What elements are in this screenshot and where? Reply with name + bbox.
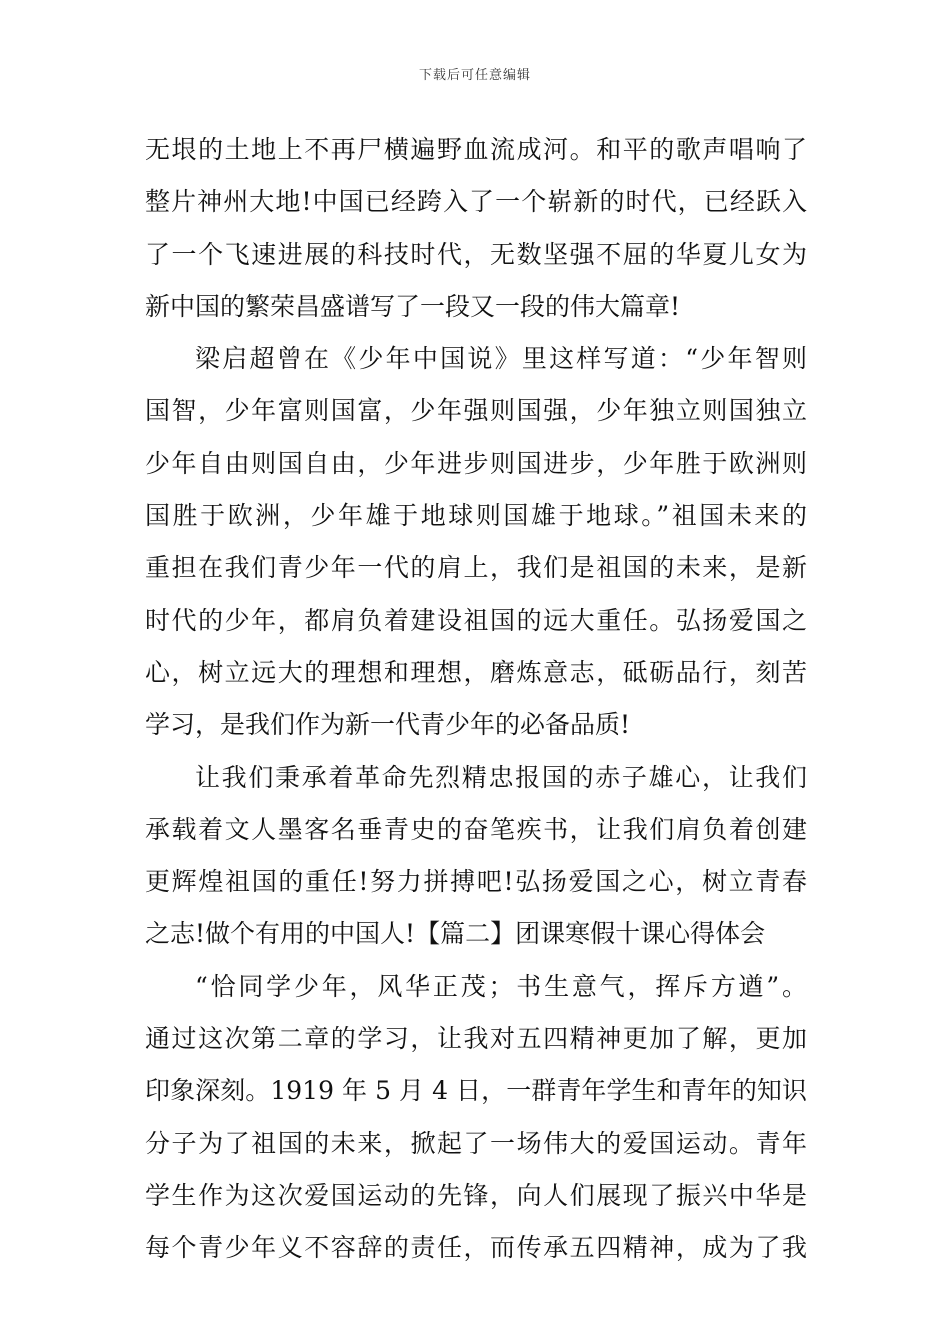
text-line: 之志!做个有用的中国人!【篇二】团课寒假十课心得体会 bbox=[145, 919, 766, 949]
text-line: 心，树立远大的理想和理想，磨炼意志，砥砺品行，刻苦 bbox=[145, 657, 807, 687]
text-line: 时代的少年，都肩负着建设祖国的远大重任。弘扬爱国之 bbox=[145, 605, 807, 635]
text-line: 学生作为这次爱国运动的先锋，向人们展现了振兴中华是 bbox=[145, 1180, 807, 1210]
text-line: 通过这次第二章的学习，让我对五四精神更加了解，更加 bbox=[145, 1024, 807, 1054]
text-line: 分子为了祖国的未来，掀起了一场伟大的爱国运动。青年 bbox=[145, 1128, 807, 1158]
text-line: 梁启超曾在《少年中国说》里这样写道：“少年智则 bbox=[195, 344, 807, 374]
text-line: 承载着文人墨客名垂青史的奋笔疾书，让我们肩负着创建 bbox=[145, 814, 807, 844]
text-line: 新中国的繁荣昌盛谱写了一段又一段的伟大篇章! bbox=[145, 291, 681, 321]
text-line: 更辉煌祖国的重任!努力拼搏吧!弘扬爱国之心，树立青春 bbox=[145, 867, 807, 897]
page-header: 下载后可任意编辑 bbox=[418, 68, 531, 83]
text-line: “恰同学少年，风华正茂；书生意气，挥斥方遒”。 bbox=[195, 971, 807, 1001]
text-line: 了一个飞速进展的科技时代，无数坚强不屈的华夏儿女为 bbox=[145, 239, 807, 269]
text-line: 国胜于欧洲，少年雄于地球则国雄于地球。”祖国未来的 bbox=[145, 501, 807, 531]
text-line: 印象深刻。1919 年 5 月 4 日，一群青年学生和青年的知识 bbox=[145, 1076, 807, 1106]
text-line: 无垠的土地上不再尸横遍野血流成河。和平的歌声唱响了 bbox=[145, 135, 807, 164]
text-line: 整片神州大地!中国已经跨入了一个崭新的时代，已经跃入 bbox=[145, 187, 807, 217]
text-line: 少年自由则国自由，少年进步则国进步，少年胜于欧洲则 bbox=[145, 448, 807, 478]
document-body bbox=[145, 124, 807, 1275]
text-line: 重担在我们青少年一代的肩上，我们是祖国的未来，是新 bbox=[145, 553, 807, 583]
text-line: 每个青少年义不容辞的责任，而传承五四精神，成为了我 bbox=[145, 1233, 807, 1263]
text-line: 让我们秉承着革命先烈精忠报国的赤子雄心，让我们 bbox=[195, 762, 807, 792]
text-line: 学习，是我们作为新一代青少年的必备品质! bbox=[145, 710, 631, 740]
text-line: 国智，少年富则国富，少年强则国强，少年独立则国独立 bbox=[145, 396, 807, 426]
